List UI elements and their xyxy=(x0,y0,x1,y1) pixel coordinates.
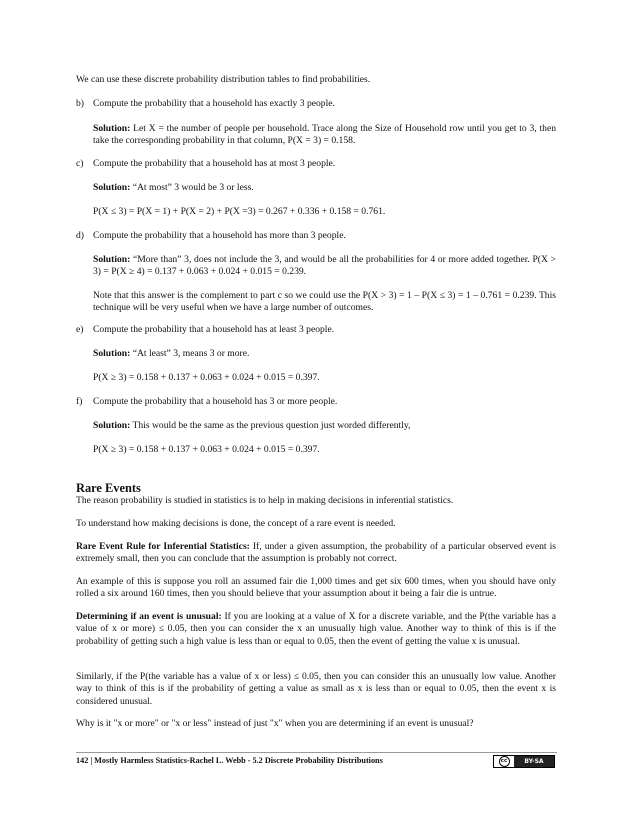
solution-label: Solution: xyxy=(93,348,131,359)
page-footer: 142 | Mostly Harmless Statistics-Rachel L. Webb - 5.2 Discrete Probability Distributions xyxy=(76,756,383,765)
rare-p7: Why is it "x or more" or "x or less" instead of just "x" when you are determining if an event is unusual? xyxy=(76,718,474,729)
part-b-question: Compute the probability that a household has exactly 3 people. xyxy=(93,98,335,109)
part-e-letter: e) xyxy=(76,324,84,335)
footer-rule xyxy=(76,752,557,753)
part-f-solution xyxy=(93,420,556,432)
rare-p2: To understand how making decisions is done, the concept of a rare event is needed. xyxy=(76,518,396,529)
unusual-text: If you are looking at a value of X for a discrete variable, and the P(the variable has a value of x or more) ≤ 0.05, then you can consider the x an unusually high value. Another way to think of this is if the probability of getting such a high value is less than or equal to 0.05, then the event of getting the value x is unusual. xyxy=(76,611,556,647)
rare-p5 xyxy=(76,611,556,648)
part-e-equation: P(X ≥ 3) = 0.158 + 0.137 + 0.063 + 0.024 + 0.015 = 0.397. xyxy=(93,372,320,383)
part-d-solution xyxy=(93,254,556,279)
cc-icon: cc xyxy=(494,756,514,767)
part-d-letter: d) xyxy=(76,230,84,241)
part-e-question: Compute the probability that a household has at least 3 people. xyxy=(93,324,335,335)
intro-paragraph: We can use these discrete probability distribution tables to find probabilities. xyxy=(76,74,371,85)
part-c-solution xyxy=(93,182,556,194)
rare-rule-text: If, under a given assumption, the probability of a particular observed event is extremely small, then you can conclude that the assumption is probably not correct. xyxy=(76,541,556,565)
rare-p1: The reason probability is studied in statistics is to help in making decisions in inferential statistics. xyxy=(76,495,454,506)
part-d-note: Note that this answer is the complement to part c so we could use the P(X > 3) = 1 – P(X ≤ 3) = 1 – 0.761 = 0.239. This technique will be very useful when we have a large number of outcomes. xyxy=(93,290,556,314)
unusual-label: Determining if an event is unusual: xyxy=(76,611,222,622)
part-e-solution-text: “At least” 3, means 3 or more. xyxy=(130,348,250,359)
rare-rule-label: Rare Event Rule for Inferential Statistics: xyxy=(76,541,250,552)
part-b-letter: b) xyxy=(76,98,84,109)
part-b-solution xyxy=(93,123,556,148)
part-e-solution xyxy=(93,348,556,360)
rare-p4: An example of this is suppose you roll an assumed fair die 1,000 times and get six 600 times, when you should have only rolled a six around 160 times, then you should believe that your assumption about it being a fair die is untrue. xyxy=(76,576,556,600)
solution-label: Solution: xyxy=(93,182,131,193)
part-d-question: Compute the probability that a household has more than 3 people. xyxy=(93,230,346,241)
by-sa-label: BY-SA xyxy=(514,756,554,767)
part-f-equation: P(X ≥ 3) = 0.158 + 0.137 + 0.063 + 0.024 + 0.015 = 0.397. xyxy=(93,444,320,455)
part-c-solution-text: “At most” 3 would be 3 or less. xyxy=(130,182,254,193)
part-c-letter: c) xyxy=(76,158,84,169)
part-b-solution-text: Let X = the number of people per household. Trace along the Size of Household row until you get to 3, then take the corresponding probability in that column, P(X = 3) = 0.158. xyxy=(93,123,556,147)
solution-label: Solution: xyxy=(93,123,131,134)
part-d-solution-text: “More than” 3, does not include the 3, and would be all the probabilities for 4 or more added together. P(X > 3) = P(X ≥ 4) = 0.137 + 0.063 + 0.024 + 0.015 = 0.239. xyxy=(93,254,556,278)
solution-label: Solution: xyxy=(93,420,131,431)
rare-p3 xyxy=(76,541,556,566)
rare-events-heading: Rare Events xyxy=(76,481,141,495)
part-f-solution-text: This would be the same as the previous question just worded differently, xyxy=(130,420,411,431)
rare-p6: Similarly, if the P(the variable has a value of x or less) ≤ 0.05, then you can consider this an unusually low value. Another way to think of this is if the probability of getting a value as small as x is less than or equal to 0.05, then the event x is considered unusual. xyxy=(76,671,556,707)
solution-label: Solution: xyxy=(93,254,131,265)
part-f-letter: f) xyxy=(76,396,83,407)
part-f-question: Compute the probability that a household has 3 or more people. xyxy=(93,396,338,407)
part-c-equation: P(X ≤ 3) = P(X = 1) + P(X = 2) + P(X =3) = 0.267 + 0.336 + 0.158 = 0.761. xyxy=(93,206,386,217)
cc-license-badge[interactable] xyxy=(493,755,555,768)
part-c-question: Compute the probability that a household has at most 3 people. xyxy=(93,158,336,169)
